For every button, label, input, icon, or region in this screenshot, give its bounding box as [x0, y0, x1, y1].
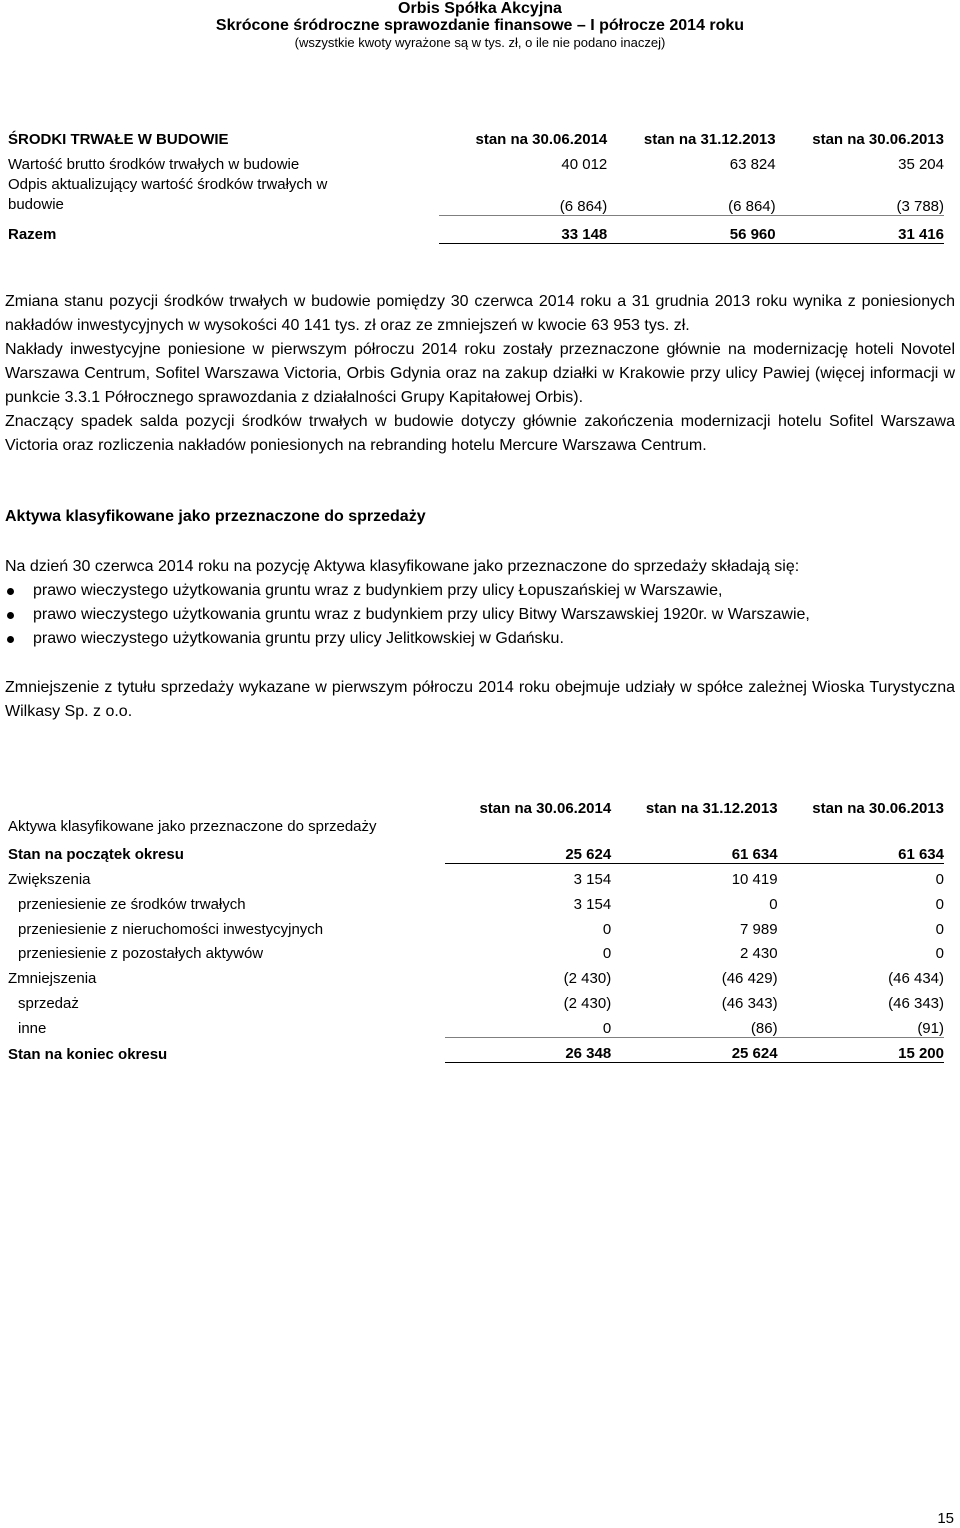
fixed-assets-description: [5, 290, 955, 458]
bullet-icon: [7, 588, 14, 595]
cell-value: (86): [611, 1012, 777, 1037]
paragraph: Nakłady inwestycyjne poniesione w pierwszym półroczu 2014 roku zostały przeznaczone głównie na modernizację hoteli Novotel Warszawa Centrum, Sofitel Warszawa Victoria, Orbis Gdynia oraz na zakup działki w Krakowie przy ulicy Pawiej (więcej informacji w punkcie 3.3.1 Półrocznego sprawozdania z działalności Grupy Kapitałowej Orbis).: [5, 341, 955, 406]
row-label: sprzedaż: [18, 994, 79, 1012]
row-label-line: budowie: [8, 196, 64, 213]
cell-value: 61 634: [778, 838, 944, 863]
column-header: stan na 31.12.2013: [643, 131, 776, 148]
cell-value: 0: [935, 920, 944, 938]
table-row: [8, 913, 944, 938]
row-label: przeniesienie z nieruchomości inwestycyjnych: [18, 920, 324, 938]
cell-value: (2 430): [563, 994, 612, 1012]
row-label: Razem: [8, 226, 57, 243]
row-label: Stan na początek okresu: [8, 846, 184, 864]
column-header: stan na 30.06.2013: [812, 800, 944, 817]
column-header: stan na 30.06.2013: [812, 131, 944, 148]
table-row: [8, 215, 944, 243]
table-row: [8, 1037, 944, 1063]
section-heading: Aktywa klasyfikowane jako przeznaczone do sprzedaży: [5, 508, 426, 525]
cell-value: 0: [935, 896, 944, 914]
cell-value: 10 419: [731, 871, 778, 889]
held-for-sale-table: [8, 800, 944, 1063]
list-item: [5, 579, 810, 603]
cell-value: (46 434): [888, 970, 944, 988]
cell-value: 25 624: [445, 838, 611, 863]
row-label: Zwiększenia: [8, 871, 91, 889]
cell-value: 0: [935, 945, 944, 963]
cell-value: (2 430): [563, 970, 612, 988]
held-table-title: Aktywa klasyfikowane jako przeznaczone do sprzedaży: [8, 818, 377, 835]
cell-value: (46 343): [888, 994, 944, 1012]
column-header: stan na 30.06.2014: [475, 131, 608, 148]
row-label: Wartość brutto środków trwałych w budowie: [8, 156, 300, 173]
cell-value: 61 634: [611, 838, 777, 863]
list-item: [5, 603, 810, 627]
cell-value: 0: [935, 871, 944, 889]
row-label: Zmniejszenia: [8, 970, 97, 988]
bullet-icon: [7, 636, 14, 643]
cell-value: (91): [778, 1012, 944, 1037]
cell-value: 0: [445, 1012, 611, 1037]
row-label: inne: [18, 1020, 47, 1037]
bullet-icon: [7, 612, 14, 619]
cell-value: 40 012: [561, 156, 608, 173]
fixed-assets-table: [8, 122, 944, 244]
row-label: [8, 173, 439, 215]
cell-value: 2 430: [740, 945, 778, 963]
row-label-line: Odpis aktualizujący wartość środków trwałych w: [8, 176, 328, 193]
cell-value: (46 343): [721, 994, 778, 1012]
cell-value: 7 989: [740, 920, 778, 938]
paragraph: Zmiana stanu pozycji środków trwałych w budowie pomiędzy 30 czerwca 2014 roku a 31 grudnia 2013 roku wynika z poniesionych nakładów inwestycyjnych w wysokości 40 141 tys. zł oraz ze zmniejszeń w kwocie 63 953 tys. zł.: [5, 293, 955, 334]
fixed-assets-title: ŚRODKI TRWAŁE W BUDOWIE: [8, 131, 229, 148]
column-header: stan na 31.12.2013: [645, 800, 778, 817]
cell-value: 0: [602, 920, 612, 938]
list-item-text: prawo wieczystego użytkowania gruntu wraz z budynkiem przy ulicy Bitwy Warszawskiej 1920r. w Warszawie,: [33, 606, 810, 623]
cell-value: (3 788): [776, 173, 944, 215]
paragraph: Zmniejszenie z tytułu sprzedaży wykazane w pierwszym półroczu 2014 roku obejmuje udziały w spółce zależnej Wioska Turystyczna Wilkasy Sp. z o.o.: [5, 679, 955, 720]
list-item-text: prawo wieczystego użytkowania gruntu przy ulicy Jelitkowskiej w Gdańsku.: [33, 630, 564, 647]
cell-value: 0: [602, 945, 612, 963]
cell-value: (6 864): [607, 173, 775, 215]
report-title: Skrócone śródroczne sprawozdanie finansowe – I półrocze 2014 roku: [215, 17, 745, 34]
cell-value: 15 200: [778, 1037, 944, 1063]
cell-value: 25 624: [611, 1037, 777, 1063]
cell-value: 31 416: [776, 215, 944, 243]
cell-value: (6 864): [439, 173, 607, 215]
table-row: [8, 863, 944, 888]
table-row: [8, 888, 944, 913]
table-row: [8, 838, 944, 863]
company-name: Orbis Spółka Akcyjna: [398, 0, 562, 17]
cell-value: 35 204: [898, 156, 944, 173]
table-row: [8, 987, 944, 1012]
bullet-list: [5, 579, 810, 651]
row-label: Stan na koniec okresu: [8, 1045, 168, 1063]
column-header: stan na 30.06.2014: [479, 800, 612, 817]
cell-value: 3 154: [573, 871, 612, 889]
list-item-text: prawo wieczystego użytkowania gruntu wraz z budynkiem przy ulicy Łopuszańskiej w Warszawie,: [33, 582, 723, 599]
table-row: [8, 148, 944, 173]
page-number: 15: [937, 1510, 954, 1527]
cell-value: 63 824: [729, 156, 776, 173]
table-row: [8, 938, 944, 963]
row-label: przeniesienie z pozostałych aktywów: [18, 945, 264, 963]
cell-value: 56 960: [607, 215, 775, 243]
list-item: [5, 627, 810, 651]
table-row: [8, 173, 944, 215]
cell-value: (46 429): [721, 970, 778, 988]
cell-value: 33 148: [439, 215, 607, 243]
row-label: przeniesienie ze środków trwałych: [18, 896, 246, 914]
page-header: [0, 0, 960, 51]
table-row: [8, 962, 944, 987]
cell-value: 3 154: [573, 896, 612, 914]
cell-value: 0: [769, 896, 778, 914]
table-row: [8, 1012, 944, 1037]
paragraph: Na dzień 30 czerwca 2014 roku na pozycję Aktywa klasyfikowane jako przeznaczone do sprzedaży składają się:: [5, 558, 800, 575]
amounts-note: (wszystkie kwoty wyrażone są w tys. zł, o ile nie podano inaczej): [294, 35, 666, 50]
cell-value: 26 348: [445, 1037, 611, 1063]
paragraph: Znaczący spadek salda pozycji środków trwałych w budowie dotyczy głównie zakończenia modernizacji hotelu Sofitel Warszawa Victoria oraz rozliczenia nakładów poniesionych na rebranding hotelu Mercure Warszawa Centrum.: [5, 413, 955, 454]
